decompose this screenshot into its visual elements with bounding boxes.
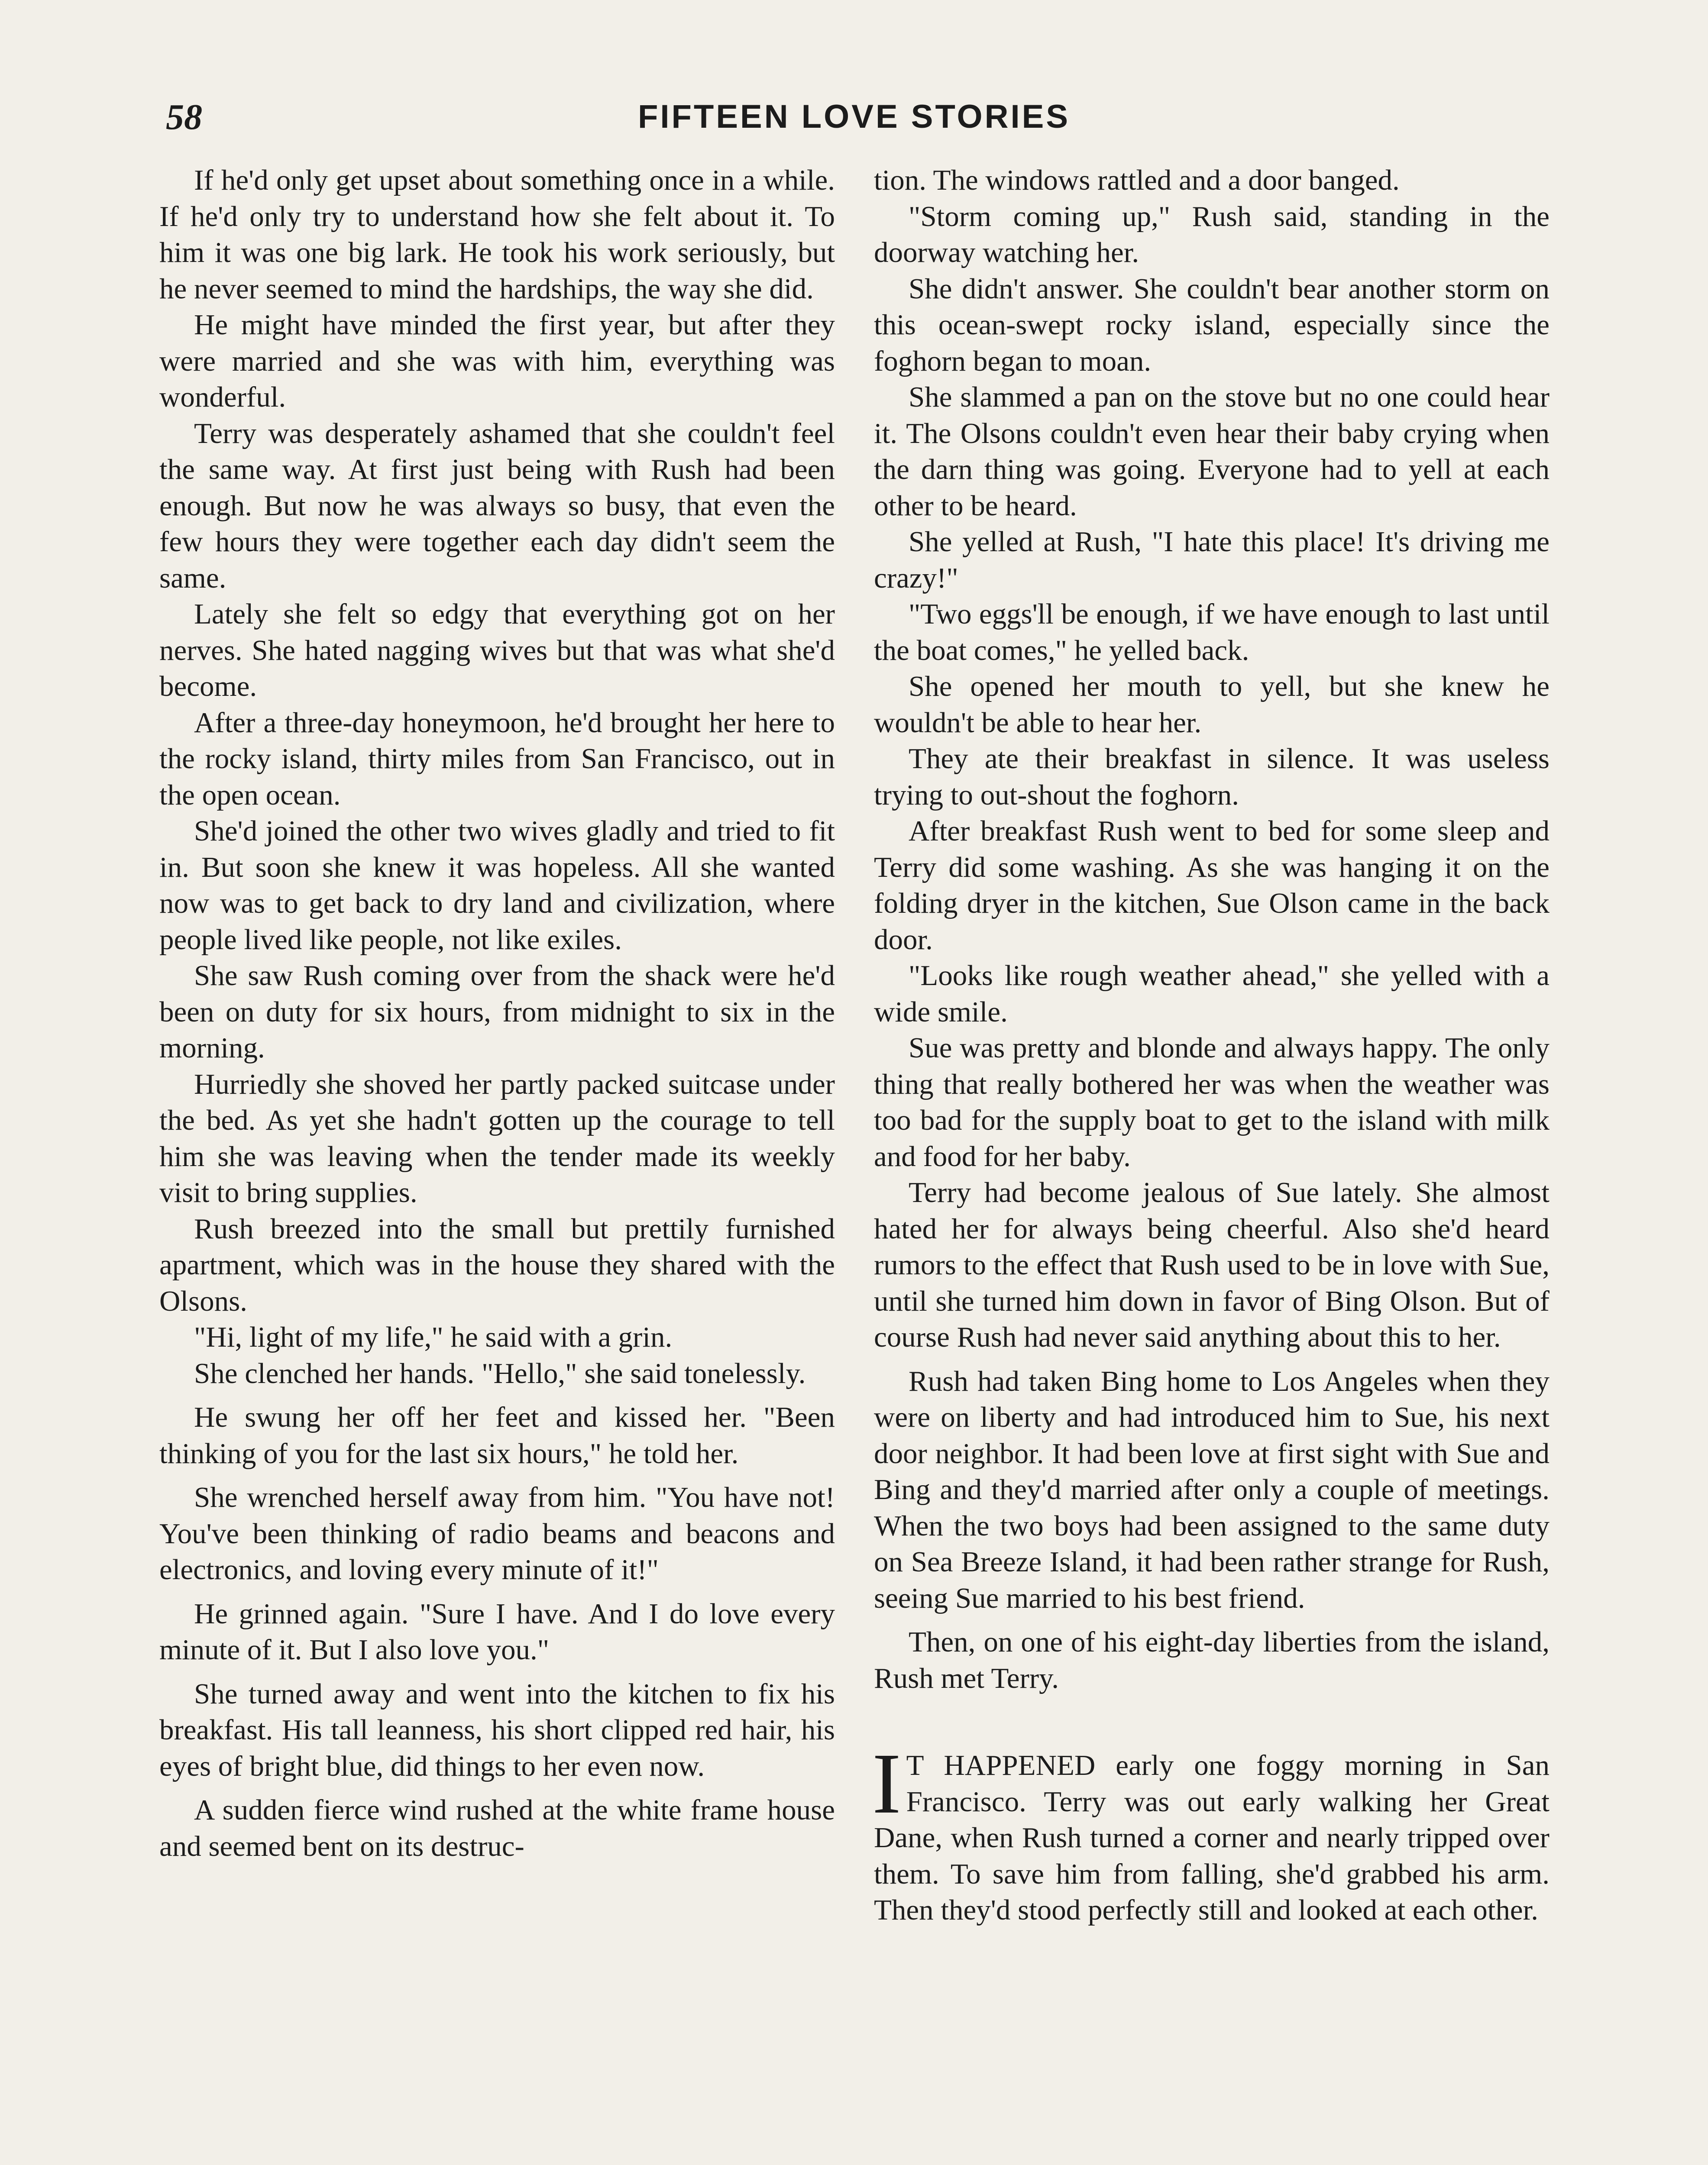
paragraph: She clenched her hands. "Hello," she said tonelessly. — [194, 1357, 806, 1389]
page-number: 58 — [166, 97, 202, 137]
section-break — [874, 1696, 1549, 1748]
paragraph: Rush had taken Bing home to Los Angeles when they were on liberty and had introduced him to Sue, his next door neighbor. It had been love at first sight with Sue and Bing and they'd married after only a couple of meetings. When the two boys had been assigned to the same duty on Sea Breeze Island, it had been rather strange for Rush, seeing Sue married to his best friend. — [874, 1365, 1549, 1614]
section-opening-paragraph — [872, 1736, 1549, 1929]
paragraph: "Two eggs'll be enough, if we have enough to last until the boat comes," he yelled back. — [874, 598, 1549, 666]
paragraph: "Looks like rough weather ahead," she yelled with a wide smile. — [874, 960, 1549, 1028]
paragraph: He might have minded the first year, but after they were married and she was with him, everything was wonderful. — [159, 309, 835, 413]
paragraph: She slammed a pan on the stove but no one could hear it. The Olsons couldn't even hear their baby crying when the darn thing was going. Everyone had to yell at each other to be heard. — [874, 381, 1549, 522]
drop-cap: I — [872, 1736, 901, 1832]
paragraph: Lately she felt so edgy that everything got on her nerves. She hated nagging wives but that was what she'd become. — [159, 598, 835, 702]
paragraph: Then, on one of his eight-day liberties from the island, Rush met Terry. — [874, 1626, 1549, 1694]
paragraph: She didn't answer. She couldn't bear another storm on this ocean-swept rocky island, especially since the foghorn began to moan. — [874, 272, 1549, 377]
paragraph: Sue was pretty and blonde and always happy. The only thing that really bothered her was when the weather was too bad for the supply boat to get to the island with milk and food for her baby. — [874, 1032, 1549, 1173]
paragraph: After breakfast Rush went to bed for some sleep and Terry did some washing. As she was hanging it on the folding dryer in the kitchen, Sue Olson came in the back door. — [874, 815, 1549, 956]
right-column — [874, 162, 1549, 1929]
paragraph: "Hi, light of my life," he said with a grin. — [194, 1321, 673, 1353]
paragraph: Rush breezed into the small but prettily furnished apartment, which was in the house they shared with the Olsons. — [159, 1212, 835, 1317]
running-head-title: FIFTEEN LOVE STORIES — [637, 98, 1071, 135]
paragraph: They ate their breakfast in silence. It was useless trying to out-shout the foghorn. — [874, 743, 1549, 811]
paragraph: She'd joined the other two wives gladly and tried to fit in. But soon she knew it was hopeless. All she wanted now was to get back to dry land and civilization, where people lived like people, not like exiles. — [159, 815, 835, 956]
paragraph: If he'd only get upset about something once in a while. If he'd only try to understand how she felt about it. To him it was one big lark. He took his work seriously, but he never seemed to mind the hardships, the way she did. — [159, 164, 835, 305]
paragraph: She wrenched herself away from him. "You have not! You've been thinking of radio beams and beacons and electronics, and loving every minute of it!" — [159, 1481, 835, 1586]
paragraph: Hurriedly she shoved her partly packed suitcase under the bed. As yet she hadn't gotten up the courage to tell him she was leaving when the tender made its weekly visit to bring supplies. — [159, 1068, 835, 1209]
lead-in: T HAPPENED — [906, 1749, 1096, 1781]
paragraph: Terry was desperately ashamed that she couldn't feel the same way. At first just being with Rush had been enough. But now he was always so busy, that even the few hours they were together each day didn't seem the same. — [159, 417, 835, 594]
paragraph: He swung her off her feet and kissed her. "Been thinking of you for the last six hours," he told her. — [159, 1401, 835, 1470]
paragraph: After a three-day honeymoon, he'd brought her here to the rocky island, thirty miles from San Francisco, out in the open ocean. — [159, 706, 835, 811]
paragraph: A sudden fierce wind rushed at the white frame house and seemed bent on its destruc- — [159, 1794, 835, 1862]
paragraph: She yelled at Rush, "I hate this place! It's driving me crazy!" — [874, 526, 1549, 594]
paragraph: She turned away and went into the kitchen to fix his breakfast. His tall leanness, his short clipped red hair, his eyes of bright blue, did things to her even now. — [159, 1677, 835, 1782]
paragraph: Terry had become jealous of Sue lately. She almost hated her for always being cheerful. Also she'd heard rumors to the effect that Rush used to be in love with Sue, until she turned him down in favor of Bing Olson. But of course Rush had never said anything about this to her. — [874, 1176, 1549, 1353]
left-column — [159, 162, 835, 1864]
section-text: early one foggy morning in San Francisco. Terry was out early walking her Great Dane, when Rush turned a corner and nearly tripped over them. To save him from falling, she'd grabbed his arm. Then they'd stood perfectly still and looked at each other. — [874, 1749, 1549, 1926]
paragraph: She saw Rush coming over from the shack were he'd been on duty for six hours, from midnight to six in the morning. — [159, 960, 835, 1064]
paragraph: tion. The windows rattled and a door banged. — [874, 164, 1400, 196]
paragraph: He grinned again. "Sure I have. And I do love every minute of it. But I also love you." — [159, 1597, 835, 1666]
paragraph: She opened her mouth to yell, but she knew he wouldn't be able to hear her. — [874, 670, 1549, 739]
paragraph: "Storm coming up," Rush said, standing in the doorway watching her. — [874, 200, 1549, 268]
